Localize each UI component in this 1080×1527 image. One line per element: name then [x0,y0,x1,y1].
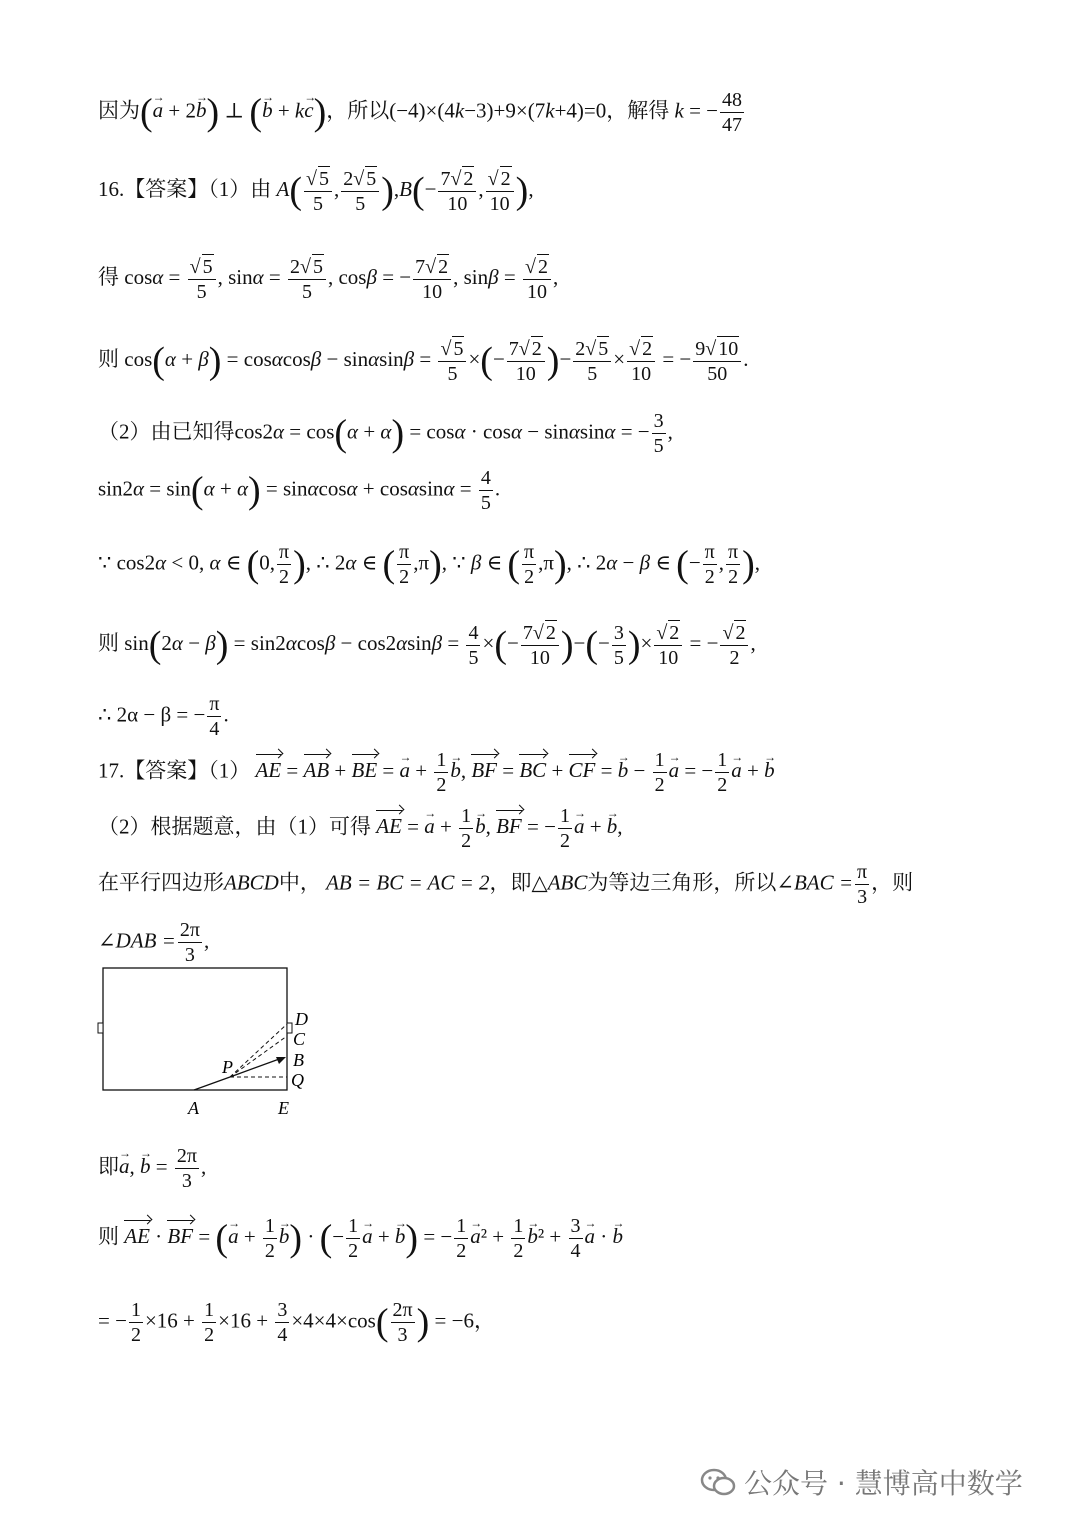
text: 为等边三角形，所以 [587,870,777,895]
q17-label: 17.【答案】（1） [98,758,251,783]
q17-angle-ab: 即→ a, → b = $\frac{2\pi}{3}$ , [98,1144,206,1193]
label-E: E [278,1098,289,1118]
q16-line-1: 16.【答案】（1）由 A( $\frac{√ 5}{5}$ , $\frac{2√ 5}{5}$ ),B(− $\frac{7√ 2}{10}$ , $\frac{√ 2}{10}$ ), [98,168,534,215]
text: △ABC [531,870,588,895]
q16-line-2: 得 cosα = $\frac{√ 5}{5}$ , sinα = $\frac{2√ 5}{5}$ , cosβ = − $\frac{7√ 2}{10}$ , sinβ = $\frac{√ 2}{10}$ , [98,256,559,303]
q17-line-1: 17.【答案】（1） AE = AB + BE = → a + $\frac{1}{2}$ → b, BF = BC + CF = → b − $\frac{1}{2}$ → a = − $\frac{1}{2}$ → a + → b [98,748,775,797]
q16-line-3: 则 cos(α + β) = cosαcosβ − sinαsinβ = $\frac{√ 5}{5}$ ×(− $\frac{7√ 2}{10}$ )− $\frac{2√ 5}{5}$ × $\frac{√ 2}{10}$ = − $\frac{9√ 10}{50}$ . [98,338,749,385]
text: 则 [98,630,119,655]
label-D: D [295,1009,308,1029]
text: ，则 [871,870,914,895]
text: ∴ 2α − β = − [98,702,206,727]
text: （2）根据题意，由（1）可得 [98,814,371,839]
text: AB = BC = AC = 2 [326,870,490,895]
text: = −6， [434,1308,495,1333]
q17-part2: （2）根据题意，由（1）可得 AE = → a + $\frac{1}{2}$ → b, BF = − $\frac{1}{2}$ → a + → b, [98,804,623,853]
text: 则 [98,346,119,371]
text: ABCD [224,870,279,895]
q17-dot-product: 则 AE · BF = (→ a + $\frac{1}{2}$ → b) · (− $\frac{1}{2}$ → a + → b) = − $\frac{1}{2}$ → a² + $\frac{1}{2}$ → b² + $\frac{3}{4}$ → a · → b [98,1214,623,1263]
geometry-figure [96,962,326,1122]
text: ，解得 [606,98,670,123]
text: 因为 [98,98,140,123]
text: 则 [98,1224,119,1249]
text: ∠BAC = [776,870,854,895]
line-1: 因为(→ a + 2→ b) ⊥ (→ b + k→ c)，所以(−4)×(4k−3)+9×(7k+4)=0，解得 k = − $\frac{48}{47}$ [98,88,746,137]
label-P: P [222,1057,233,1077]
q16-line-5: sin2α = sin(α + α) = sinαcosα + cosαsinα = $\frac{4}{5}$ . [98,467,501,514]
label-Q: Q [291,1070,304,1090]
text: 中， [278,870,321,895]
q16-part2: （2）由已知得cos2α = cos(α + α) = cosα · cosα − sinαsinα = − $\frac{3}{5}$ , [98,410,673,457]
text: ，所以 [326,98,390,123]
label-B: B [293,1050,304,1070]
q16-line-7: 则 sin(2α − β) = sin2αcosβ − cos2αsinβ = $\frac{4}{5}$ ×(− $\frac{7√ 2}{10}$ )−(− $\frac{3}{5}$ )× $\frac{√ 2}{10}$ = − $\frac{√ 2}{2}$ , [98,621,756,669]
label-C: C [293,1029,306,1049]
watermark: 公众号 · 慧博高中数学 [744,1467,1023,1500]
q17-para-1: 在平行四边形ABCD中， AB = BC = AC = 2，即△ABC为等边三角形，所以∠BAC = $\frac{\pi}{3}$ ，则 [98,861,914,908]
q17-dab: ∠DAB = $\frac{2\pi}{3}$ , [98,919,210,966]
text: ∠DAB = [98,928,176,953]
q17-final: = − $\frac{1}{2}$ ×16 + $\frac{1}{2}$ ×16 + $\frac{3}{4}$ ×4×4×cos( $\frac{2\pi}{3}$ ) = −6， [98,1299,495,1346]
text: 即 [98,1154,119,1179]
label-A: A [188,1098,199,1118]
text: ，即 [489,870,532,895]
q16-result: ∴ 2α − β = − $\frac{\pi}{4}$ . [98,693,229,740]
text: （2）由已知得 [98,419,235,444]
q16-label: 16.【答案】（1）由 [98,176,272,201]
q16-line-6: ∵ cos2α < 0, α ∈ (0, $\frac{\pi}{2}$ ), ∴ 2α ∈ ( $\frac{\pi}{2}$ ,π), ∵ β ∈ ( $\frac{\pi}{2}$ ,π), ∴ 2α − β ∈ (− $\frac{\pi}{2}$ , $\frac{\pi}{2}$ ), [98,541,761,588]
wechat-icon [698,1462,738,1502]
k-label: k = − [674,98,719,123]
text: 得 [98,264,119,289]
text: 在平行四边形 [98,870,224,895]
fraction: $\frac{48}{47}$ [722,89,743,136]
